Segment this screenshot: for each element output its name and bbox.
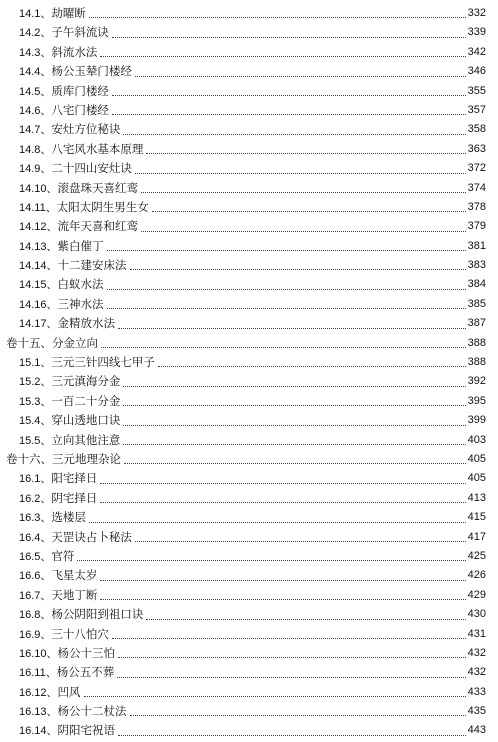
toc-entry-label [19, 23, 111, 43]
dot-leader [152, 211, 466, 212]
toc-entry-number: 14.6、 [19, 104, 52, 117]
toc-entry-title: 白蚁水法 [57, 277, 104, 292]
toc-entry-label [19, 237, 106, 257]
dot-leader [123, 444, 465, 445]
toc-entry[interactable] [0, 508, 498, 527]
toc-entry-number: 16.13、 [19, 706, 58, 719]
toc-entry-page-number: 355 [467, 84, 486, 97]
toc-entry-title: 三十八怕穴 [51, 626, 109, 641]
dot-leader [100, 56, 465, 57]
toc-entry-title: 斜流水法 [51, 44, 98, 59]
dot-leader [123, 386, 465, 387]
toc-entry-title: 八宅门楼经 [51, 102, 109, 117]
toc-entry-number: 16.6、 [19, 570, 52, 583]
table-of-contents [0, 4, 498, 741]
toc-entry-number: 16.8、 [19, 609, 52, 622]
dot-leader [112, 95, 466, 96]
toc-entry-label [19, 198, 151, 218]
toc-entry-page-number: 392 [467, 375, 486, 388]
toc-entry-title: 选楼层 [51, 510, 86, 525]
toc-entry-label [19, 663, 116, 683]
toc-entry-label [19, 179, 140, 199]
toc-entry-label [19, 625, 111, 645]
dot-leader [100, 502, 465, 503]
toc-chapter-entry[interactable] [0, 334, 498, 353]
toc-entry-title: 天地丁断 [51, 587, 98, 602]
toc-entry-page-number: 388 [467, 356, 486, 369]
toc-entry-title: 官符 [51, 548, 75, 563]
toc-entry-number: 16.1、 [19, 473, 52, 486]
toc-entry-label [19, 217, 140, 237]
toc-entry-title: 卷十五、分金立向 [6, 335, 98, 350]
dot-leader [123, 134, 465, 135]
toc-entry-title: 二十四山安灶诀 [51, 161, 132, 176]
dot-leader [124, 463, 466, 464]
toc-entry-label [19, 489, 99, 509]
toc-entry-number: 16.11、 [19, 667, 57, 680]
toc-entry-title: 穿山透地口诀 [51, 413, 121, 428]
toc-entry[interactable] [0, 82, 498, 101]
toc-entry[interactable] [0, 62, 498, 81]
toc-entry-label [19, 411, 122, 431]
toc-entry-number: 16.10、 [19, 647, 58, 660]
toc-entry-page-number: 433 [467, 685, 486, 698]
toc-entry[interactable] [0, 23, 498, 42]
toc-entry-label [19, 392, 122, 412]
toc-entry-label [19, 702, 129, 722]
toc-entry-number: 16.5、 [19, 550, 52, 563]
toc-entry-number: 14.15、 [19, 279, 58, 292]
toc-entry[interactable] [0, 295, 498, 314]
toc-entry[interactable] [0, 625, 498, 644]
toc-entry[interactable] [0, 411, 498, 430]
toc-entry-label [19, 586, 99, 606]
toc-entry[interactable] [0, 721, 498, 740]
toc-entry-label [19, 62, 134, 82]
toc-entry[interactable] [0, 683, 498, 702]
toc-entry[interactable] [0, 431, 498, 450]
toc-entry[interactable] [0, 179, 498, 198]
toc-entry-label [19, 120, 122, 140]
dot-leader [146, 619, 465, 620]
toc-entry-number: 15.3、 [19, 395, 52, 408]
toc-entry-number: 14.3、 [19, 46, 52, 59]
toc-entry-label [19, 508, 88, 528]
toc-entry[interactable] [0, 353, 498, 372]
dot-leader [112, 638, 466, 639]
dot-leader [100, 580, 465, 581]
toc-entry-title: 卷十六、三元地理杂论 [6, 451, 121, 466]
toc-entry-page-number: 432 [467, 646, 486, 659]
toc-entry[interactable] [0, 528, 498, 547]
toc-entry-number: 15.4、 [19, 415, 52, 428]
toc-entry-page-number: 426 [467, 569, 486, 582]
dot-leader [89, 17, 466, 18]
toc-entry-page-number: 435 [467, 705, 486, 718]
toc-entry-number: 14.7、 [19, 124, 52, 137]
toc-entry-label [19, 721, 117, 741]
toc-entry-number: 14.10、 [19, 182, 58, 195]
toc-entry-title: 飞星太岁 [51, 568, 98, 583]
toc-entry-number: 14.13、 [19, 240, 58, 253]
dot-leader [141, 192, 466, 193]
toc-entry-title: 杨公五不葬 [56, 665, 115, 680]
toc-entry-number: 14.9、 [19, 163, 52, 176]
dot-leader [107, 250, 466, 251]
toc-entry-title: 劫曜断 [51, 6, 86, 20]
toc-entry-number: 16.7、 [19, 589, 52, 602]
toc-entry-page-number: 399 [467, 414, 486, 427]
toc-entry[interactable] [0, 120, 498, 139]
toc-entry-number: 16.14、 [19, 725, 58, 738]
toc-entry[interactable] [0, 392, 498, 411]
toc-entry-page-number: 413 [467, 491, 486, 504]
toc-entry[interactable] [0, 217, 498, 236]
dot-leader [112, 114, 466, 115]
toc-entry[interactable] [0, 237, 498, 256]
toc-entry[interactable] [0, 469, 498, 488]
toc-entry[interactable] [0, 605, 498, 624]
toc-entry-page-number: 405 [467, 472, 486, 485]
toc-entry-page-number: 381 [467, 239, 486, 252]
dot-leader [84, 696, 466, 697]
toc-entry-page-number: 417 [467, 530, 486, 543]
toc-entry-number: 16.12、 [19, 686, 58, 699]
toc-entry-title: 凹风 [57, 684, 81, 699]
dot-leader [89, 522, 466, 523]
toc-entry-title: 质库门楼经 [51, 83, 109, 98]
toc-entry-label [19, 566, 99, 586]
dot-leader [118, 657, 466, 658]
dot-leader [107, 289, 466, 290]
toc-entry-number: 14.16、 [19, 298, 58, 311]
toc-entry-page-number: 429 [467, 588, 486, 601]
toc-entry-label [19, 314, 117, 334]
toc-entry-page-number: 385 [467, 297, 486, 310]
toc-entry-page-number: 387 [467, 317, 486, 330]
toc-entry-label [19, 469, 99, 489]
toc-entry-title: 杨公十三怕 [57, 645, 116, 660]
toc-entry-page-number: 339 [467, 26, 486, 39]
toc-entry-title: 十二建安床法 [57, 258, 127, 273]
toc-entry-label [19, 140, 145, 160]
dot-leader [118, 328, 466, 329]
toc-entry[interactable] [0, 566, 498, 585]
toc-entry[interactable] [0, 372, 498, 391]
toc-entry-label [19, 547, 76, 567]
toc-entry-number: 14.8、 [19, 143, 52, 156]
toc-entry[interactable] [0, 159, 498, 178]
dot-leader [146, 153, 465, 154]
toc-entry-page-number: 431 [467, 627, 486, 640]
dot-leader [135, 76, 466, 77]
toc-entry-number: 14.12、 [19, 221, 58, 234]
toc-entry-page-number: 383 [467, 259, 486, 272]
toc-entry-title: 阴宅择日 [51, 490, 98, 505]
toc-entry-page-number: 430 [467, 608, 486, 621]
dot-leader [135, 173, 466, 174]
toc-entry-number: 14.2、 [19, 27, 52, 40]
dot-leader [100, 483, 465, 484]
dot-leader [135, 541, 466, 542]
toc-entry-title: 阴阳宅祝语 [57, 723, 116, 738]
dot-leader [77, 560, 465, 561]
toc-entry-number: 14.5、 [19, 85, 52, 98]
toc-entry-page-number: 357 [467, 103, 486, 116]
toc-entry-number: 14.4、 [19, 66, 52, 79]
toc-entry-title: 立向其他注意 [51, 432, 121, 447]
toc-entry[interactable] [0, 140, 498, 159]
toc-entry-title: 杨公玉辇门楼经 [51, 64, 132, 79]
toc-entry-page-number: 415 [467, 511, 486, 524]
dot-leader [123, 425, 465, 426]
toc-entry-number: 16.9、 [19, 628, 52, 641]
toc-entry-label [19, 82, 111, 102]
toc-entry[interactable] [0, 663, 498, 682]
toc-entry-label [19, 295, 106, 315]
toc-entry-title: 流年天喜和红鸾 [57, 219, 139, 234]
toc-entry-title: 八宅风水基本原理 [51, 141, 144, 156]
toc-entry-page-number: 342 [467, 45, 486, 58]
toc-entry-page-number: 363 [467, 142, 486, 155]
toc-entry-title: 杨公十二杖法 [57, 704, 127, 719]
dot-leader [117, 677, 465, 678]
toc-entry-title: 三元滇海分金 [51, 374, 121, 389]
toc-entry-label [19, 683, 83, 703]
toc-entry-page-number: 388 [467, 336, 486, 349]
dot-leader [123, 405, 465, 406]
dot-leader [118, 735, 466, 736]
toc-entry-title: 金精放水法 [57, 316, 116, 331]
toc-entry[interactable] [0, 547, 498, 566]
toc-entry-label [19, 256, 129, 276]
toc-chapter-entry[interactable] [0, 450, 498, 469]
toc-entry-page-number: 432 [467, 666, 486, 679]
toc-entry-page-number: 372 [467, 162, 486, 175]
toc-entry[interactable] [0, 314, 498, 333]
toc-entry-label [6, 450, 123, 469]
dot-leader [130, 269, 466, 270]
dot-leader [107, 308, 466, 309]
toc-entry-label [19, 605, 145, 625]
toc-entry-number: 15.1、 [19, 357, 52, 370]
toc-entry-number: 16.3、 [19, 512, 52, 525]
toc-entry[interactable] [0, 256, 498, 275]
toc-entry[interactable] [0, 702, 498, 721]
toc-entry-label [19, 275, 106, 295]
toc-entry-page-number: 425 [467, 549, 486, 562]
toc-entry-number: 16.4、 [19, 531, 52, 544]
toc-entry-page-number: 378 [467, 200, 486, 213]
toc-entry-label [19, 101, 111, 121]
toc-entry-title: 安灶方位秘诀 [51, 122, 121, 137]
toc-entry-number: 14.1、 [19, 8, 52, 20]
toc-entry[interactable] [0, 198, 498, 217]
toc-entry-page-number: 405 [467, 452, 486, 465]
toc-entry-label [19, 353, 157, 373]
toc-entry[interactable] [0, 586, 498, 605]
toc-entry-label [19, 528, 134, 548]
dot-leader [100, 599, 465, 600]
toc-entry-page-number: 384 [467, 278, 486, 291]
toc-entry-label [19, 431, 122, 451]
dot-leader [112, 37, 466, 38]
toc-entry[interactable] [0, 4, 498, 23]
toc-entry-title: 一百二十分金 [51, 393, 121, 408]
toc-entry-label [19, 4, 88, 24]
toc-entry-number: 16.2、 [19, 492, 52, 505]
toc-entry-label [6, 334, 100, 353]
toc-entry-page-number: 374 [467, 181, 486, 194]
toc-entry-page-number: 395 [467, 394, 486, 407]
toc-entry-label [19, 43, 99, 63]
toc-entry-page-number: 443 [467, 724, 486, 737]
toc-entry-label [19, 159, 134, 179]
toc-entry-title: 杨公阴阳到祖口诀 [51, 607, 144, 622]
toc-entry[interactable] [0, 43, 498, 62]
toc-entry-page-number: 358 [467, 123, 486, 136]
dot-leader [101, 347, 466, 348]
dot-leader [141, 231, 466, 232]
toc-entry[interactable] [0, 489, 498, 508]
toc-entry-number: 14.14、 [19, 260, 58, 273]
toc-entry-number: 15.2、 [19, 376, 52, 389]
toc-entry-title: 三元三针四线七甲子 [51, 355, 155, 370]
toc-entry-title: 滚盘珠天喜红鸾 [57, 180, 139, 195]
toc-entry-page-number: 403 [467, 433, 486, 446]
toc-entry-number: 15.5、 [19, 434, 52, 447]
toc-entry[interactable] [0, 101, 498, 120]
dot-leader [130, 715, 466, 716]
toc-entry-title: 阳宅择日 [51, 471, 98, 486]
toc-entry-page-number: 332 [467, 7, 486, 19]
toc-entry-title: 紫白催丁 [57, 238, 104, 253]
toc-entry-title: 天罡诀占卜秘法 [51, 529, 132, 544]
toc-entry-label [19, 644, 117, 664]
toc-entry-label [19, 372, 122, 392]
toc-entry-page-number: 346 [467, 65, 486, 78]
toc-entry-title: 三神水法 [57, 296, 104, 311]
toc-entry-page-number: 379 [467, 220, 486, 233]
dot-leader [158, 366, 466, 367]
toc-entry-title: 太阳太阴生男生女 [56, 199, 149, 214]
toc-entry-number: 14.17、 [19, 318, 58, 331]
toc-entry-number: 14.11、 [19, 201, 57, 214]
toc-entry[interactable] [0, 275, 498, 294]
toc-entry[interactable] [0, 644, 498, 663]
toc-entry-title: 子午斜流诀 [51, 25, 109, 40]
